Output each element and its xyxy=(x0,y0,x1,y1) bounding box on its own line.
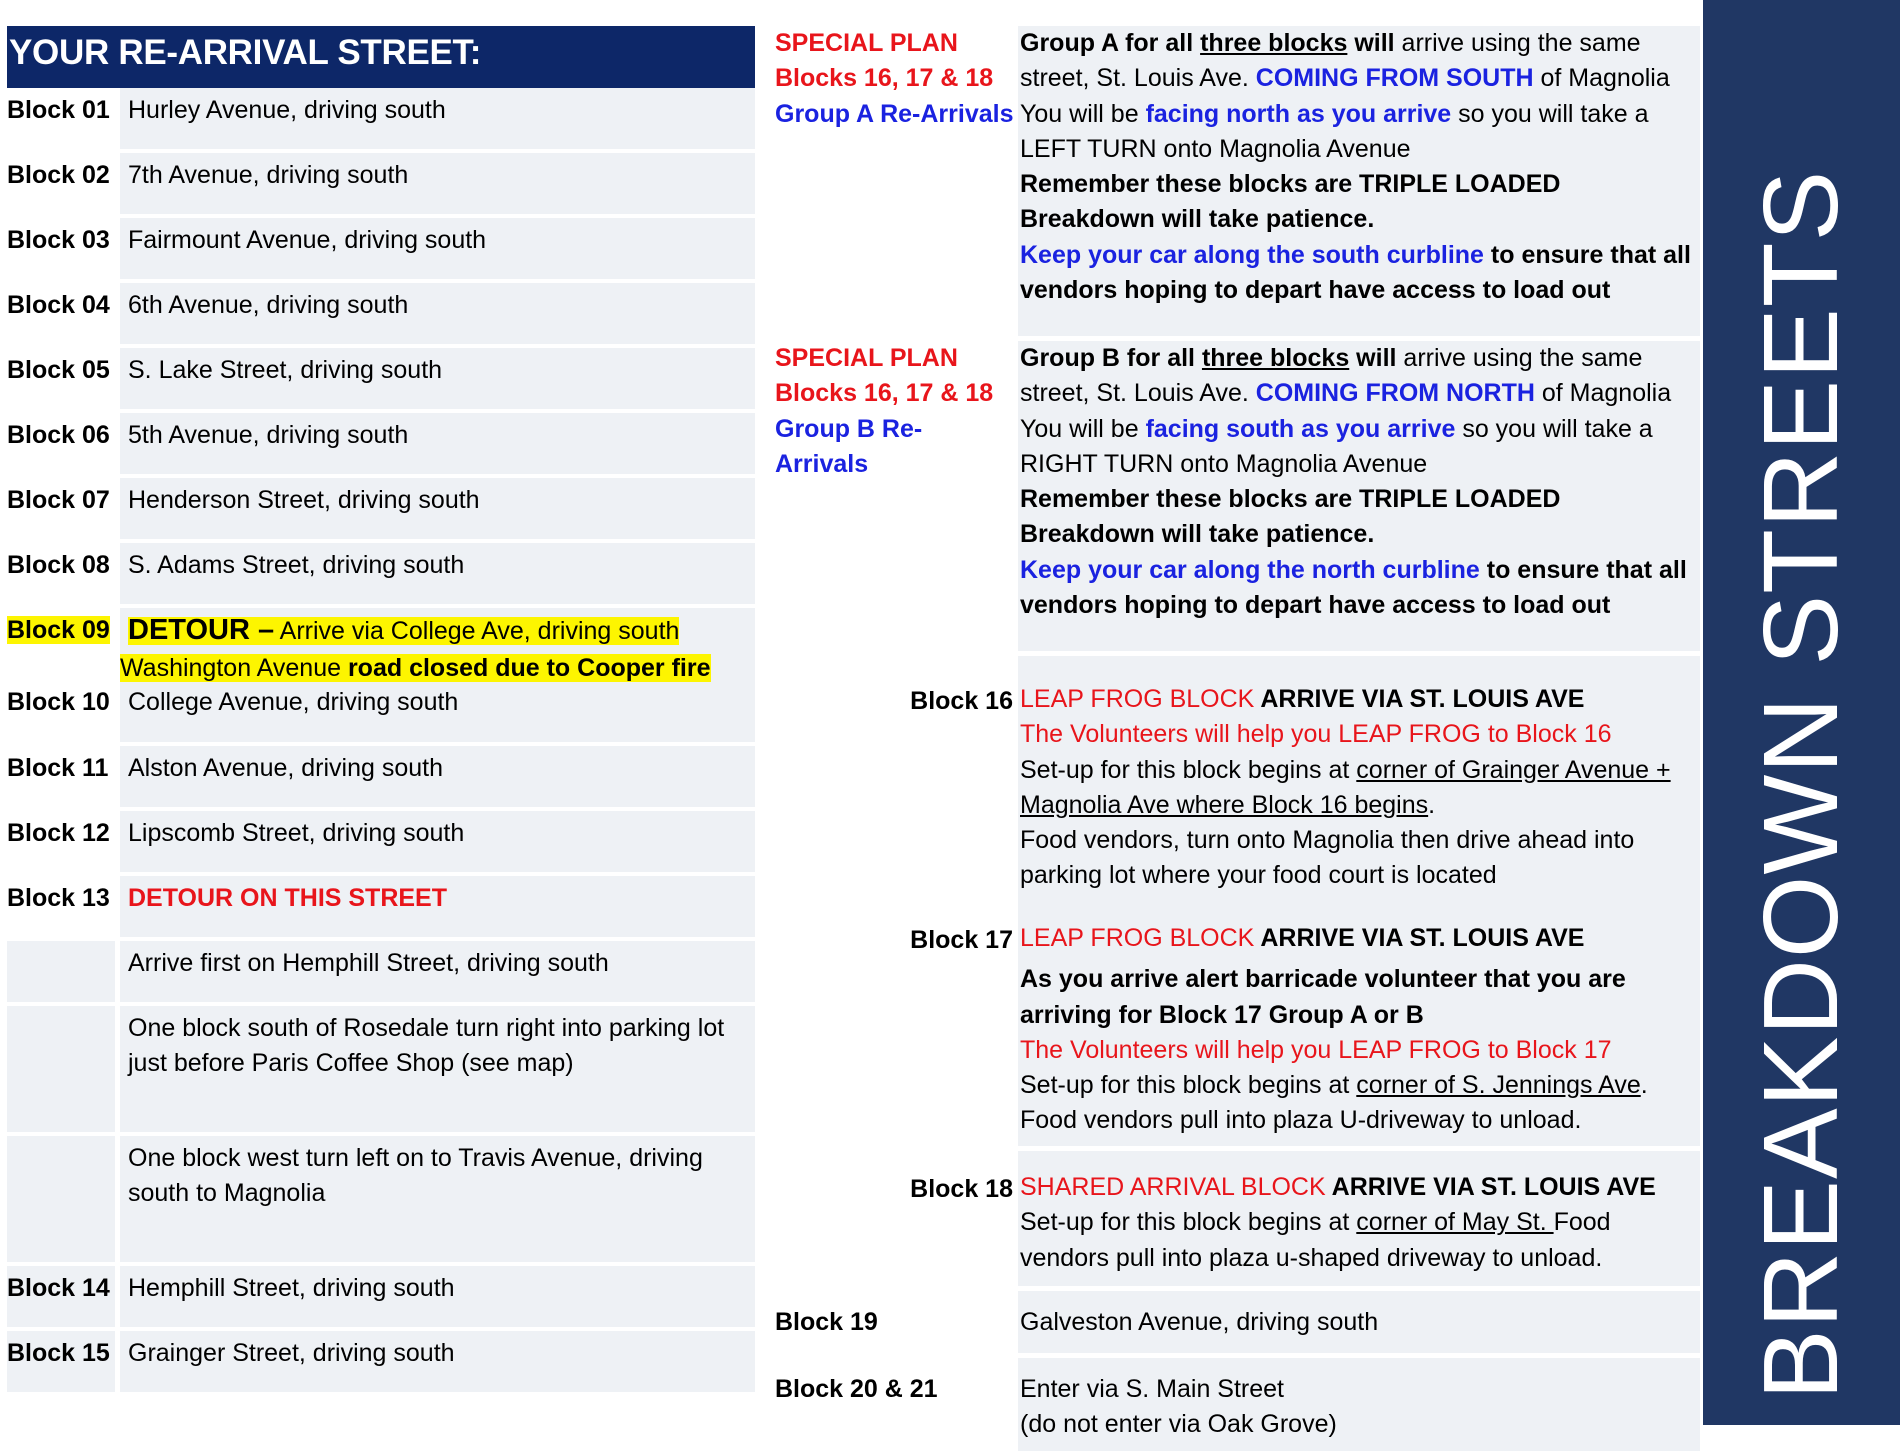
table-header: YOUR RE-ARRIVAL STREET: xyxy=(7,26,755,88)
street-cell: College Avenue, driving south xyxy=(120,684,755,742)
block-label: Block 14 xyxy=(7,1266,115,1327)
table-row xyxy=(7,811,755,872)
block-label: Block 07 xyxy=(7,486,110,514)
sidebar-title: BREAKDOWN STREETS xyxy=(1742,169,1860,1400)
block-20-21-section xyxy=(775,1358,1700,1451)
block-label: Block 05 xyxy=(7,356,110,384)
table-row xyxy=(7,218,755,279)
block-17-text: LEAP FROG BLOCK ARRIVE VIA ST. LOUIS AVE As you arrive alert barricade volunteer that you are arriving for Block 17 Group A or B The Volunteers will help you LEAP FROG to Block 17 Set-up for this block begins at corner of S. Jennings Ave. Food vendors pull into plaza U-driveway to unload. xyxy=(1018,901,1700,1146)
group-a-section xyxy=(775,26,1700,336)
table-row xyxy=(7,153,755,214)
group-a-label: SPECIAL PLAN Blocks 16, 17 & 18 Group A Re-Arrivals xyxy=(775,29,1014,128)
block-label: Block 01 xyxy=(7,96,110,124)
block-label: Block 03 xyxy=(7,226,110,254)
street-cell: Hemphill Street, driving south xyxy=(120,1266,755,1327)
detour-step: One block south of Rosedale turn right into parking lot just before Paris Coffee Shop (see map) xyxy=(120,1006,755,1132)
block-label: Block 13 xyxy=(7,884,110,912)
block-19-section xyxy=(775,1291,1700,1353)
block-16-text: LEAP FROG BLOCK ARRIVE VIA ST. LOUIS AVE The Volunteers will help you LEAP FROG to Block 16 Set-up for this block begins at corner of Grainger Avenue + Magnolia Ave where Block 16 begins. Food vendors, turn onto Magnolia then drive ahead into parking lot where your food court is located xyxy=(1018,656,1700,904)
table-row xyxy=(7,684,755,742)
table-row xyxy=(7,746,755,807)
block-16-section xyxy=(775,656,1700,904)
table-row xyxy=(7,876,755,937)
empty-cell xyxy=(7,1136,115,1262)
block-20-21-label: Block 20 & 21 xyxy=(775,1375,938,1403)
table-row xyxy=(7,543,755,604)
empty-cell xyxy=(7,1006,115,1132)
table-row xyxy=(7,283,755,344)
street-cell: S. Adams Street, driving south xyxy=(120,543,755,604)
sidebar-banner xyxy=(1703,0,1900,1425)
street-cell: 5th Avenue, driving south xyxy=(120,413,755,474)
block-label: Block 15 xyxy=(7,1331,115,1392)
detour-title: DETOUR ON THIS STREET xyxy=(120,876,755,937)
detour-step: One block west turn left on to Travis Avenue, driving south to Magnolia xyxy=(120,1136,755,1262)
street-cell: Henderson Street, driving south xyxy=(120,478,755,539)
street-cell: Grainger Street, driving south xyxy=(120,1331,755,1392)
block-label: Block 02 xyxy=(7,161,110,189)
street-cell: 7th Avenue, driving south xyxy=(120,153,755,214)
block-16-label: Block 16 xyxy=(910,687,1013,715)
block-18-text: SHARED ARRIVAL BLOCK ARRIVE VIA ST. LOUIS AVE Set-up for this block begins at corner of May St. Food vendors pull into plaza u-shaped driveway to unload. xyxy=(1018,1151,1700,1286)
block-20-21-text: Enter via S. Main Street (do not enter via Oak Grove) xyxy=(1018,1358,1700,1451)
group-b-text: Group B for all three blocks will arrive using the same street, St. Louis Ave. COMING FROM NORTH of Magnolia You will be facing south as you arrive so you will take a RIGHT TURN onto Magnolia Avenue Remember these blocks are TRIPLE LOADED Breakdown will take patience. Keep your car along the north curbline to ensure that all vendors hoping to depart have access to load out xyxy=(1018,341,1700,651)
detour-cell: DETOUR – Arrive via College Ave, driving south Washington Avenue road closed due to Cooper fire xyxy=(120,608,755,684)
table-row xyxy=(7,1006,755,1132)
block-label: Block 10 xyxy=(7,688,110,716)
street-cell: Hurley Avenue, driving south xyxy=(120,88,755,149)
street-cell: Alston Avenue, driving south xyxy=(120,746,755,807)
block-19-text: Galveston Avenue, driving south xyxy=(1018,1291,1700,1353)
block-label: Block 04 xyxy=(7,291,110,319)
table-row xyxy=(7,88,755,149)
street-cell: S. Lake Street, driving south xyxy=(120,348,755,409)
block-17-label: Block 17 xyxy=(910,926,1013,954)
block-18-label: Block 18 xyxy=(910,1175,1013,1203)
group-b-label: SPECIAL PLAN Blocks 16, 17 & 18 Group B Re-Arrivals xyxy=(775,344,994,478)
block-label: Block 06 xyxy=(7,421,110,449)
street-cell: Lipscomb Street, driving south xyxy=(120,811,755,872)
table-row xyxy=(7,413,755,474)
street-cell: 6th Avenue, driving south xyxy=(120,283,755,344)
street-cell: Fairmount Avenue, driving south xyxy=(120,218,755,279)
block-label: Block 09 xyxy=(7,608,115,684)
detour-step: Arrive first on Hemphill Street, driving south xyxy=(120,941,755,1002)
block-18-section xyxy=(775,1151,1700,1286)
block-label: Block 08 xyxy=(7,551,110,579)
group-a-text: Group A for all three blocks will arrive using the same street, St. Louis Ave. COMING FROM SOUTH of Magnolia You will be facing north as you arrive so you will take a LEFT TURN onto Magnolia Avenue Remember these blocks are TRIPLE LOADED Breakdown will take patience. Keep your car along the south curbline to ensure that all vendors hoping to depart have access to load out xyxy=(1018,26,1700,336)
table-row xyxy=(7,1136,755,1262)
group-b-section xyxy=(775,341,1700,651)
table-row xyxy=(7,1331,755,1392)
block-label: Block 11 xyxy=(7,754,109,782)
empty-cell xyxy=(7,941,115,1002)
table-row xyxy=(7,478,755,539)
block-17-section xyxy=(775,901,1700,1146)
table-row-detour xyxy=(7,608,755,684)
table-row xyxy=(7,348,755,409)
block-label: Block 12 xyxy=(7,819,110,847)
table-row xyxy=(7,1266,755,1327)
block-19-label: Block 19 xyxy=(775,1308,878,1336)
table-row xyxy=(7,941,755,1002)
